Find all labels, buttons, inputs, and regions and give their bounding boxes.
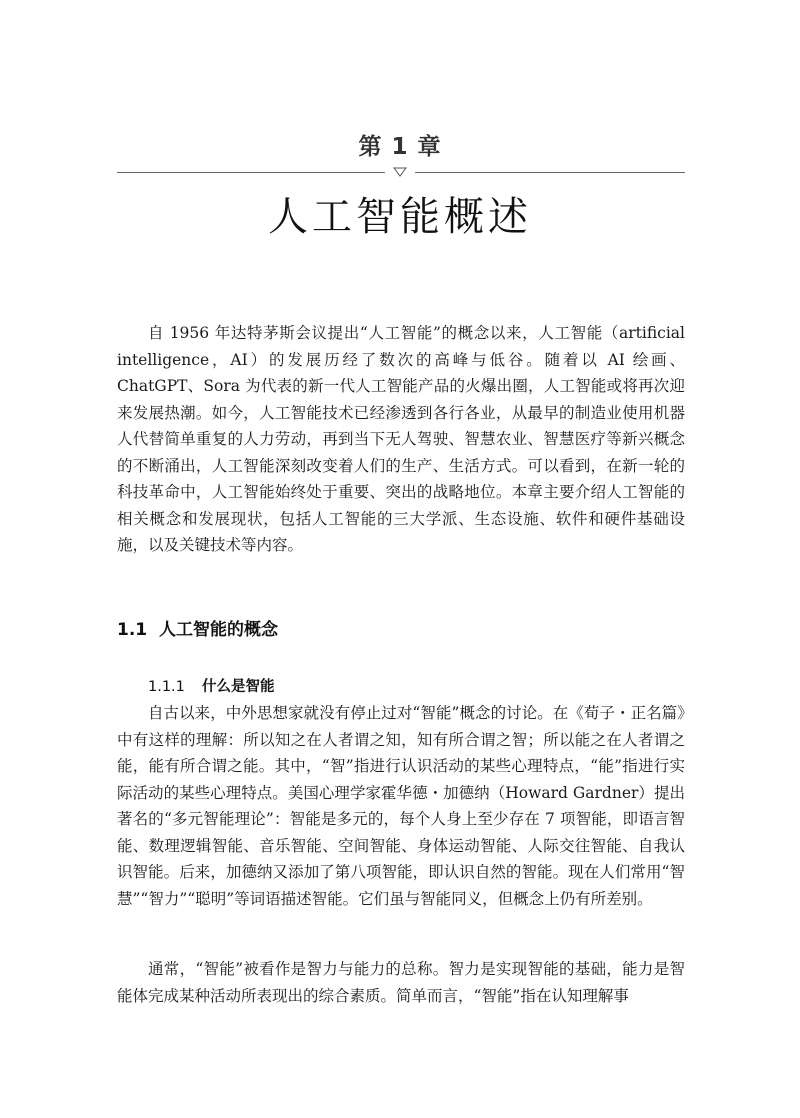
body-paragraph: 通常，“智能”被看作是智力与能力的总称。智力是实现智能的基础，能力是智能体完成某种活动所表现出的综合素质。简单而言，“智能”指在认知理解事 — [117, 960, 685, 1005]
subsection-title: 什么是智能 — [202, 679, 275, 695]
triangle-down-icon — [393, 167, 407, 177]
subsection-heading — [148, 675, 275, 696]
intro-paragraph: 自 1956 年达特茅斯会议提出“人工智能”的概念以来，人工智能（artificial intelligence，AI）的发展历经了数次的高峰与低谷。随着以 AI 绘画、ChatGPT、Sora 为代表的新一代人工智能产品的火爆出圈，人工智能或将再次迎来发展热潮。如今，人工智能技术已经渗透到各行各业，从最早的制造业使用机器人代替简单重复的人力劳动，再到当下无人驾驶、智慧农业、智慧医疗等新兴概念的不断涌出，人工智能深刻改变着人们的生产、生活方式。可以看到，在新一轮的科技革命中，人工智能始终处于重要、突出的战略地位。本章主要介绍人工智能的相关概念和发展现状，包括人工智能的三大学派、生态设施、软件和硬件基础设施，以及关键技术等内容。 — [117, 324, 685, 554]
subsection-number: 1.1.1 — [148, 679, 185, 695]
section-heading — [117, 615, 278, 640]
section-title: 人工智能的概念 — [159, 620, 278, 640]
chapter-rule-right — [415, 172, 685, 173]
section-number: 1.1 — [117, 620, 148, 640]
body-paragraph: 自古以来，中外思想家就没有停止过对“智能”概念的讨论。在《荀子・正名篇》中有这样的理解：所以知之在人者谓之知，知有所合谓之智；所以能之在人者谓之能，能有所合谓之能。其中，“智”指进行认识活动的某些心理特点，“能”指进行实际活动的某些心理特点。美国心理学家霍华德・加德纳（Howard Gardner）提出著名的“多元智能理论”：智能是多元的，每个人身上至少存在 7 项智能，即语言智能、数理逻辑智能、音乐智能、空间智能、身体运动智能、人际交往智能、自我认识智能。后来，加德纳又添加了第八项智能，即认识自然的智能。现在人们常用“智慧”“智力”“聪明”等词语描述智能。它们虽与智能同义，但概念上仍有所差别。 — [117, 704, 685, 908]
chapter-rule-left — [117, 172, 385, 173]
chapter-title: 人工智能概述 — [268, 194, 532, 240]
chapter-label: 第 1 章 — [358, 134, 442, 160]
